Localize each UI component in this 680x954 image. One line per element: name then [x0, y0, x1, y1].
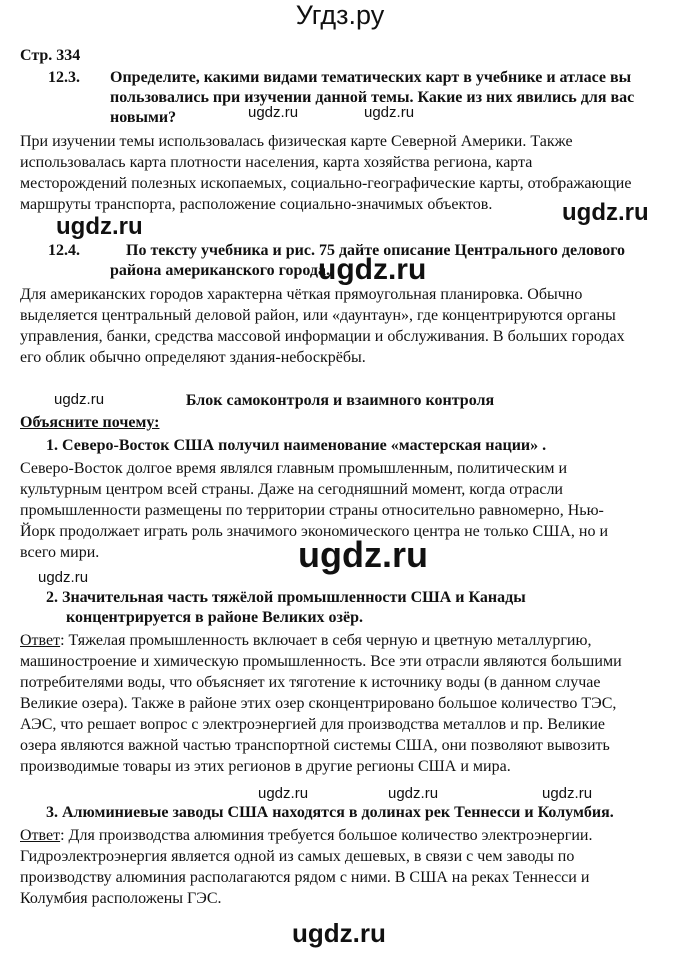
question-12-3-title-line3: новыми?	[110, 109, 177, 126]
answer-12-4-line: Для американских городов характерна чёткая прямоугольная планировка. Обычно	[20, 286, 583, 303]
watermark: ugdz.ru	[562, 199, 649, 226]
watermark: ugdz.ru	[248, 104, 299, 121]
item-3-answer-first: Ответ: Для производства алюминия требуется большое количество электроэнергии.	[20, 827, 593, 844]
answer-12-3-line: маршруты транспорта, расположение социально-значимых объектов.	[20, 196, 493, 213]
item-1-answer-line: Северо-Восток долгое время являлся главным промышленным, политическим и	[20, 460, 568, 477]
item-2-title: 2. Значительная часть тяжёлой промышленности США и Канады	[46, 589, 526, 606]
answer-12-3-line: При изучении темы использовалась физическая карте Северной Америки. Также	[20, 133, 573, 150]
question-12-3-title-line2: пользовались при изучении данной темы. Какие из них явились для вас	[110, 89, 635, 106]
question-12-4-title: 12.4. По тексту учебника и рис. 75 дайте описание Центрального делового	[48, 242, 626, 259]
watermark: ugdz.ru	[388, 785, 439, 802]
answer-12-3-line: месторождений полезных ископаемых, социально-географические карты, отображающие	[20, 175, 632, 192]
answer-label: Ответ	[20, 827, 61, 844]
watermark: ugdz.ru	[38, 569, 89, 586]
item-2-answer-line: потребителями воды, что объясняет их тяготение к источнику воды (в данном случае	[20, 674, 601, 691]
item-3-answer-line: Гидроэлектроэнергия является одной из самых дешевых, в связи с чем заводы по	[20, 848, 575, 865]
answer-12-4-line: его облик обычно определяют здания-небоскрёбы.	[20, 349, 366, 366]
answer-label: Ответ	[20, 632, 61, 649]
explain-label: Объясните почему:	[20, 414, 160, 431]
watermark: ugdz.ru	[364, 104, 415, 121]
item-1-title: 1. Северо-Восток США получил наименование «мастерская нации» .	[46, 437, 547, 454]
question-number: 12.3.	[48, 69, 80, 86]
item-1-answer-line: всего мири.	[20, 544, 100, 561]
item-2-answer-line: озера являются важной частью транспортной системы США, они позволяют вывозить	[20, 737, 610, 754]
item-1-answer-line: промышленности размещены по территории страны относительно равномерно, Нью-	[20, 502, 604, 519]
item-3-title: 3. Алюминиевые заводы США находятся в долинах рек Теннесси и Колумбия.	[46, 804, 614, 821]
answer-12-4-line: управления, банки, средства массовой информации и обслуживания. В больших городах	[20, 328, 625, 345]
item-2-answer-first: Ответ: Тяжелая промышленность включает в себя черную и цветную металлургию,	[20, 632, 592, 649]
watermark: ugdz.ru	[542, 785, 593, 802]
watermark: ugdz.ru	[292, 918, 386, 948]
question-number: 12.4.	[48, 242, 80, 259]
watermark: ugdz.ru	[56, 213, 143, 240]
question-12-4-title-line2: района американского города.	[110, 262, 331, 279]
site-title: Угдз.ру	[295, 0, 385, 30]
watermark: ugdz.ru	[258, 785, 309, 802]
watermark: ugdz.ru	[298, 534, 428, 575]
watermark: ugdz.ru	[318, 253, 427, 286]
item-3-answer-line: Колумбия расположены ГЭС.	[20, 890, 222, 907]
item-2-answer-line: производимые товары из этих регионов в другие регионы США и мира.	[20, 758, 511, 775]
item-3-answer-line: производству алюминия располагаются рядом с ними. В США на реках Теннесси и	[20, 869, 590, 886]
item-2-answer-line: Великие озера). Также в районе этих озер сконцентрировано большое количество ТЭС,	[20, 695, 617, 712]
item-1-answer-line: культурным центром всей страны. Даже на сегодняшний момент, когда отрасли	[20, 481, 563, 498]
block-title: Блок самоконтроля и взаимного контроля	[185, 392, 495, 409]
answer-12-3-line: использовалась карта плотности населения, карта хозяйства региона, карта	[20, 154, 533, 171]
item-2-answer-line: машиностроение и химическую промышленность. Все эти отрасли являются большими	[20, 653, 622, 670]
watermark: ugdz.ru	[54, 391, 105, 408]
item-2-title-line2: концентрируется в районе Великих озёр.	[66, 609, 363, 626]
item-2-answer-line: АЭС, что решает вопрос с электроэнергией для производства металлов и пр. Великие	[20, 716, 606, 733]
answer-12-4-line: выделяется центральный деловой район, или «даунтаун», где концентрируются органы	[20, 307, 616, 324]
item-1-answer-line: Йорк продолжает играть роль значимого экономического центра не только США, но и	[20, 523, 609, 540]
page-reference: Стр. 334	[20, 47, 81, 64]
question-12-3-title: 12.3. Определите, какими видами тематических карт в учебнике и атласе вы	[48, 69, 632, 86]
